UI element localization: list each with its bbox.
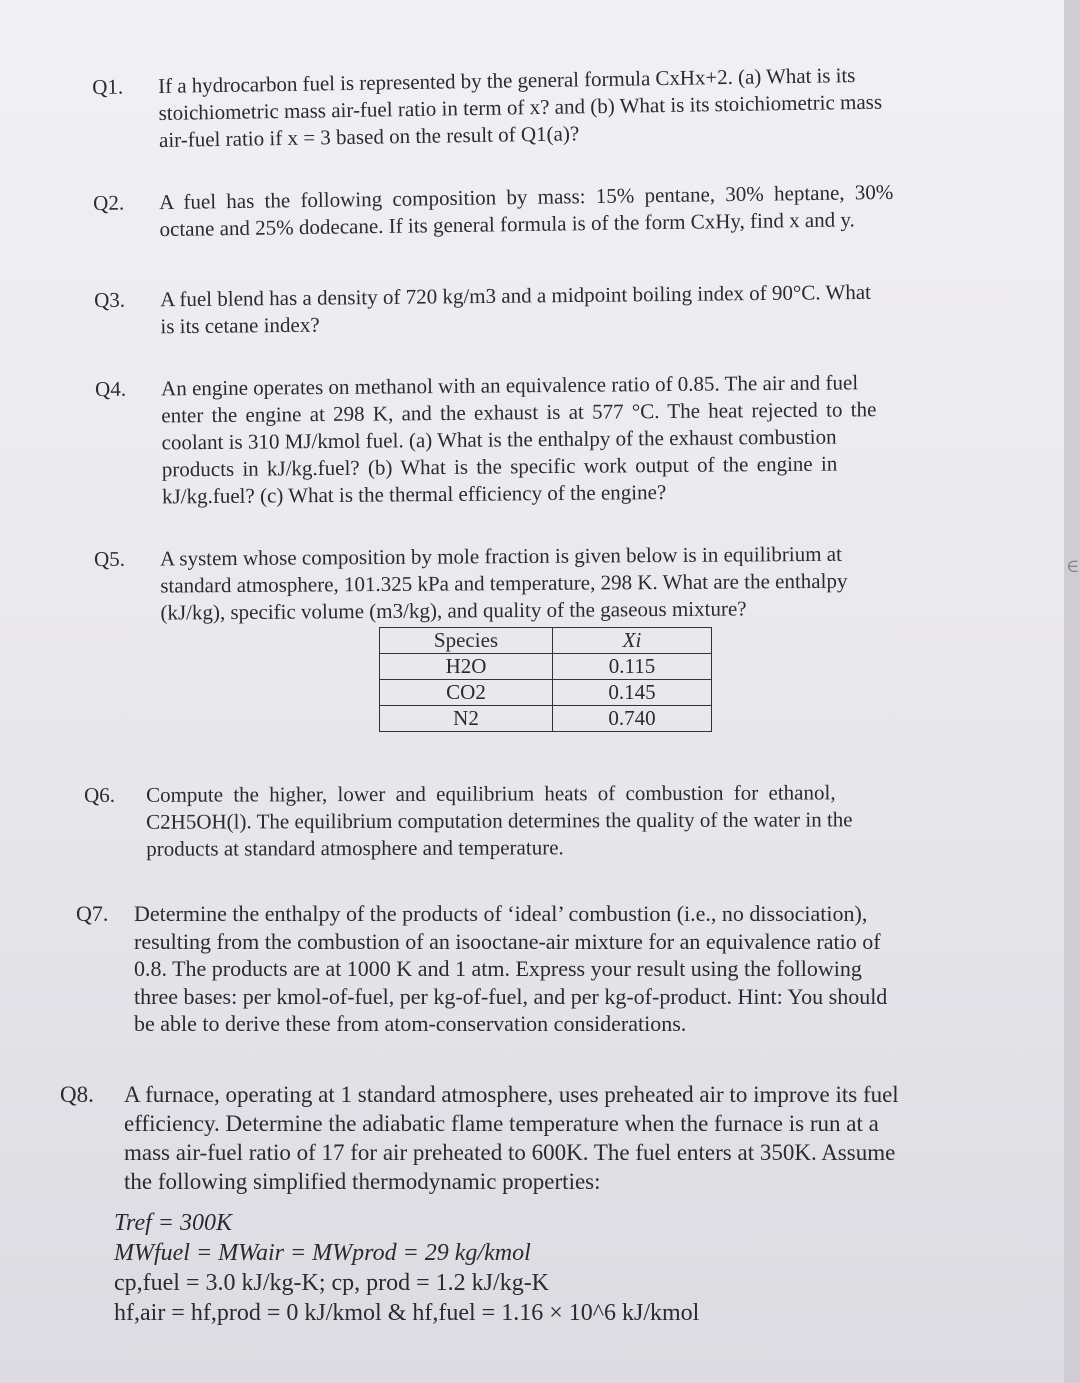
table-row [380,654,712,680]
text-line: enter the engine at 298 K, and the exhaust is at 577 °C. The heat rejected to the [161,397,877,428]
page-edge [1064,0,1080,1383]
text-line: three bases: per kmol-of-fuel, per kg-of-fuel, and per kg-of-product. Hint: You should [134,983,888,1009]
question-number: Q2. [93,190,125,215]
text-line: kJ/kg.fuel? (c) What is the thermal efficiency of the engine? [161,480,667,509]
table-cell: N2 [380,706,553,732]
table-row [380,680,712,706]
table-header-cell: Xi [553,628,712,654]
table-cell: 0.740 [553,706,712,732]
text-line: is its cetane index? [160,312,320,339]
question-text [160,278,933,340]
species-table [379,627,712,732]
text-line: air-fuel ratio if x = 3 based on the result of Q1(a)? [158,121,580,152]
edge-mark: ∈ [1066,556,1080,576]
text-line: coolant is 310 MJ/kmol fuel. (a) What is the enthalpy of the exhaust combustion [161,424,837,455]
table-cell: CO2 [380,680,553,706]
table-header-row [380,628,712,654]
question-text [160,540,933,626]
question-number: Q6. [84,782,116,807]
question-number: Q1. [92,74,124,99]
question-text [146,779,942,863]
text-line: An engine operates on methanol with an equivalence ratio of 0.85. The air and fuel [161,370,859,401]
property-line: Tref = 300K [114,1210,232,1236]
question-text [161,369,934,511]
table-header-cell: Species [380,628,553,654]
text-line: octane and 25% dodecane. If its general formula is of the form CxHy, find x and y. [159,207,855,242]
table-cell: 0.115 [553,654,712,680]
text-line: C2H5OH(l). The equilibrium computation determines the quality of the water in the [146,807,853,834]
thermo-properties [114,1208,699,1328]
text-line: efficiency. Determine the adiabatic flame temperature when the furnace is run at a [124,1111,879,1136]
table-cell: 0.145 [553,680,712,706]
table-cell: H2O [380,654,553,680]
question-text [158,61,931,154]
question-number: Q4. [95,376,127,401]
question-number: Q7. [76,901,109,926]
question-number: Q3. [94,287,126,312]
text-line: Compute the higher, lower and equilibrium heats of combustion for ethanol, [146,780,836,807]
question-number: Q5. [94,546,126,571]
text-line: A fuel blend has a density of 720 kg/m3 and a midpoint boiling index of 90°C. What [160,279,872,312]
text-line: be able to derive these from atom-conservation considerations. [134,1011,687,1036]
text-line: 0.8. The products are at 1000 K and 1 atm. Express your result using the following [134,956,862,981]
property-line: MWfuel = MWair = MWprod = 29 kg/kmol [114,1240,531,1266]
text-line: If a hydrocarbon fuel is represented by the general formula CxHx+2. (a) What is its [158,63,856,98]
table-row [380,706,712,732]
question-number: Q8. [60,1082,94,1107]
property-line: hf,air = hf,prod = 0 kJ/kmol & hf,fuel = 1.16 × 10^6 kJ/kmol [114,1300,700,1326]
text-line: resulting from the combustion of an isooctane-air mixture for an equivalence ratio of [134,928,881,954]
text-line: standard atmosphere, 101.325 kPa and temperature, 298 K. What are the enthalpy [160,568,848,598]
text-line: mass air-fuel ratio of 17 for air preheated to 600K. The fuel enters at 350K. Assume [124,1140,896,1165]
text-line: A system whose composition by mole fraction is given below is in equilibrium at [160,541,843,571]
text-line: Determine the enthalpy of the products of ‘ideal’ combustion (i.e., no dissociation), [134,901,868,926]
text-line: stoichiometric mass air-fuel ratio in term of x? and (b) What is its stoichiometric mass [158,89,883,125]
text-line: products at standard atmosphere and temperature. [146,835,564,861]
property-line: cp,fuel = 3.0 kJ/kg-K; cp, prod = 1.2 kJ/kg-K [114,1270,550,1296]
text-line: A furnace, operating at 1 standard atmosphere, uses preheated air to improve its fuel [124,1082,899,1107]
question-text [124,1080,974,1196]
text-line: A fuel has the following composition by mass: 15% pentane, 30% heptane, 30% [159,179,894,215]
question-text [159,178,932,243]
text-line: products in kJ/kg.fuel? (b) What is the specific work output of the engine in [161,451,838,482]
question-text [134,900,954,1038]
text-line: (kJ/kg), specific volume (m3/kg), and quality of the gaseous mixture? [160,596,747,625]
text-line: the following simplified thermodynamic properties: [124,1169,601,1194]
